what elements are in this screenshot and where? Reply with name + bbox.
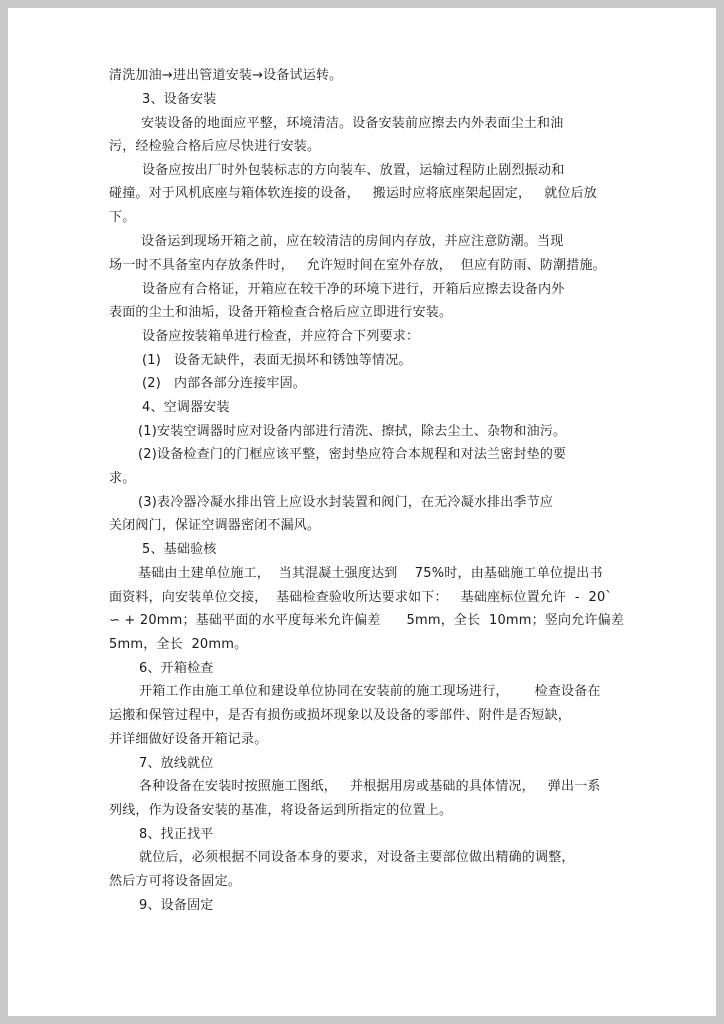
text-line: 6、开箱检查 xyxy=(139,661,214,676)
text-line: 运搬和保管过程中，是否有损伤或损坏现象以及设备的零部件、附件是否短缺， xyxy=(109,708,572,723)
text-line: 表面的尘土和油垢，设备开箱检查合格后应立即进行安装。 xyxy=(109,305,453,320)
text-line: 碰撞。对于风机底座与箱体软连接的设备， 搬运时应将底座架起固定， 就位后放 xyxy=(109,186,597,201)
text-line: 设备应按装箱单进行检查，并应符合下列要求： xyxy=(142,329,420,344)
text-line: 设备应按出厂时外包装标志的方向装车、放置，运输过程防止剧烈振动和 xyxy=(142,163,565,178)
text-line: 安装设备的地面应平整，环境清洁。设备安装前应擦去内外表面尘土和油 xyxy=(141,116,564,131)
text-line: 3、设备安装 xyxy=(142,92,217,107)
text-line: ∽ + 20mm；基础平面的水平度每米允许偏差 5mm，全长 10mm；竖向允许偏差 xyxy=(109,613,625,628)
text-line: 就位后，必须根据不同设备本身的要求，对设备主要部位做出精确的调整， xyxy=(139,850,575,865)
text-line: 并详细做好设备开箱记录。 xyxy=(109,732,268,747)
text-line: 9、设备固定 xyxy=(139,898,214,913)
text-line: (2) 内部各部分连接牢固。 xyxy=(142,376,307,391)
text-line: 下。 xyxy=(109,210,136,225)
text-line: (3)表冷器冷凝水排出管上应设水封装置和阀门，在无冷凝水排出季节应 xyxy=(138,495,554,510)
text-line: 设备运到现场开箱之前，应在较清洁的房间内存放，并应注意防潮。当现 xyxy=(141,234,564,249)
text-line: 5mm，全长 20mm。 xyxy=(109,637,248,652)
text-line: 7、放线就位 xyxy=(139,756,214,771)
text-line: 面资料，向安装单位交接， 基础检查验收所达要求如下： 基础座标位置允许 - 20` xyxy=(109,590,613,605)
text-line: 基础由土建单位施工， 当其混凝土强度达到 75%时，由基础施工单位提出书 xyxy=(138,566,603,581)
text-line: 各种设备在安装时按照施工图纸， 并根据用房或基础的具体情况， 弹出一系 xyxy=(139,779,601,794)
text-line: (1)安装空调器时应对设备内部进行清洗、擦拭，除去尘土、杂物和油污。 xyxy=(138,424,567,439)
text-line: 5、基础验核 xyxy=(142,542,217,557)
document-page xyxy=(8,8,716,1016)
text-line: 清洗加油→进出管道安装→设备试运转。 xyxy=(109,68,343,83)
text-line: 场一时不具备室内存放条件时， 允许短时间在室外存放， 但应有防雨、防潮措施。 xyxy=(109,258,606,273)
text-line: 设备应有合格证，开箱应在较干净的环境下进行，开箱后应擦去设备内外 xyxy=(142,282,565,297)
text-line: 污，经检验合格后应尽快进行安装。 xyxy=(109,139,321,154)
text-line: 列线，作为设备安装的基准，将设备运到所指定的位置上。 xyxy=(109,803,453,818)
text-line: 然后方可将设备固定。 xyxy=(109,874,242,889)
text-line: 开箱工作由施工单位和建设单位协同在安装前的施工现场进行， 检查设备在 xyxy=(139,684,601,699)
text-line: 关闭阀门，保证空调器密闭不漏风。 xyxy=(109,518,321,533)
text-line: (2)设备检查门的门框应该平整，密封垫应符合本规程和对法兰密封垫的要 xyxy=(138,447,567,462)
text-line: 4、空调器安装 xyxy=(142,400,230,415)
text-line: 8、找正找平 xyxy=(139,827,214,842)
text-line: (1) 设备无缺件，表面无损坏和锈蚀等情况。 xyxy=(142,353,412,368)
text-line: 求。 xyxy=(109,471,136,486)
